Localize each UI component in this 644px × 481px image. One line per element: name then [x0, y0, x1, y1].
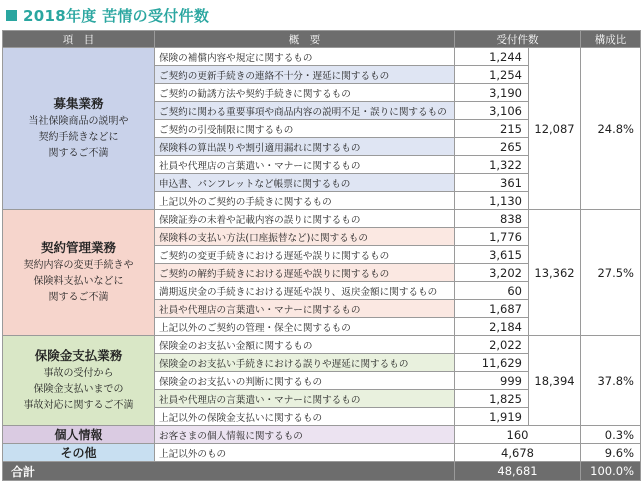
- category-hoken: [3, 336, 155, 426]
- row-count: 999: [455, 372, 529, 390]
- category-other: その他: [3, 444, 155, 462]
- row-count: 11,629: [455, 354, 529, 372]
- row-desc: 保険証券の未着や記載内容の誤りに関するもの: [155, 210, 455, 228]
- category-total: 18,394: [529, 336, 581, 426]
- row-desc: ご契約の更新手続きの連絡不十分・遅延に関するもの: [155, 66, 455, 84]
- row-count: 838: [455, 210, 529, 228]
- category-boshu: [3, 48, 155, 210]
- row-desc: 上記以外のもの: [155, 444, 455, 462]
- total-row: [3, 462, 641, 481]
- category-ratio: 37.8%: [581, 336, 641, 426]
- category-sub: 関するご不満: [48, 147, 109, 159]
- row-desc: ご契約の勧誘方法や契約手続きに関するもの: [155, 84, 455, 102]
- row-desc: 保険金のお支払い手続きにおける誤りや遅延に関するもの: [155, 354, 455, 372]
- category-sub: 契約手続きなどに: [38, 131, 119, 143]
- row-desc: 保険金のお支払い金額に関するもの: [155, 336, 455, 354]
- category-ratio: 27.5%: [581, 210, 641, 336]
- row-count: 1,919: [455, 408, 529, 426]
- row-count: 1,244: [455, 48, 529, 66]
- category-kojin: 個人情報: [3, 426, 155, 444]
- row-desc: お客さまの個人情報に関するもの: [155, 426, 455, 444]
- row-desc: ご契約の解約手続きにおける遅延や誤りに関するもの: [155, 264, 455, 282]
- row-count: 3,106: [455, 102, 529, 120]
- row-ratio: 9.6%: [581, 444, 641, 462]
- row-desc: 満期返戻金の手続きにおける遅延や誤り、返戻金額に関するもの: [155, 282, 455, 300]
- header-ratio: 構成比: [581, 31, 641, 48]
- table-row: [3, 210, 641, 228]
- row-count: 1,825: [455, 390, 529, 408]
- row-desc: 保険料の支払い方法(口座振替など)に関するもの: [155, 228, 455, 246]
- category-name: 募集業務: [53, 95, 104, 111]
- category-keiyaku: [3, 210, 155, 336]
- row-desc: 申込書、パンフレットなど帳票に関するもの: [155, 174, 455, 192]
- row-count: 1,776: [455, 228, 529, 246]
- category-ratio: 24.8%: [581, 48, 641, 210]
- row-count: 2,184: [455, 318, 529, 336]
- title-square-icon: [6, 10, 17, 21]
- row-desc: 上記以外のご契約の手続きに関するもの: [155, 192, 455, 210]
- total-label: 合計: [3, 462, 455, 481]
- row-desc: 保険の補償内容や規定に関するもの: [155, 48, 455, 66]
- row-count: 1,254: [455, 66, 529, 84]
- row-count: 1,687: [455, 300, 529, 318]
- row-count: 4,678: [455, 444, 581, 462]
- table-row: [3, 426, 641, 444]
- row-count: 2,022: [455, 336, 529, 354]
- header-item: 項 目: [3, 31, 155, 48]
- category-sub: 事故対応に関するご不満: [23, 399, 134, 411]
- row-desc: 社員や代理店の言葉遣い・マナーに関するもの: [155, 300, 455, 318]
- row-desc: 保険料の算出誤りや割引適用漏れに関するもの: [155, 138, 455, 156]
- row-count: 160: [455, 426, 581, 444]
- row-desc: 社員や代理店の言葉遣い・マナーに関するもの: [155, 156, 455, 174]
- header-summary: 概 要: [155, 31, 455, 48]
- complaints-table: [2, 30, 641, 481]
- row-count: 3,615: [455, 246, 529, 264]
- category-sub: 当社保険商品の説明や: [28, 115, 129, 127]
- row-count: 215: [455, 120, 529, 138]
- row-count: 265: [455, 138, 529, 156]
- category-sub: 契約内容の変更手続きや: [23, 259, 134, 271]
- row-count: 1,130: [455, 192, 529, 210]
- page-title: [6, 3, 209, 27]
- row-count: 1,322: [455, 156, 529, 174]
- category-sub: 保険料支払いなどに: [33, 275, 124, 287]
- row-desc: 上記以外の保険金支払いに関するもの: [155, 408, 455, 426]
- category-total: 12,087: [529, 48, 581, 210]
- row-count: 3,190: [455, 84, 529, 102]
- table-row: [3, 336, 641, 354]
- table-row: [3, 48, 641, 66]
- row-count: 60: [455, 282, 529, 300]
- category-sub: 事故の受付から: [43, 367, 114, 379]
- row-desc: 社員や代理店の言葉遣い・マナーに関するもの: [155, 390, 455, 408]
- table-row: [3, 444, 641, 462]
- row-count: 3,202: [455, 264, 529, 282]
- row-desc: 保険金のお支払いの判断に関するもの: [155, 372, 455, 390]
- total-ratio: 100.0%: [581, 462, 641, 481]
- category-name: 保険金支払業務: [34, 347, 123, 363]
- header-count: 受付件数: [455, 31, 581, 48]
- row-desc: ご契約の引受制限に関するもの: [155, 120, 455, 138]
- row-count: 361: [455, 174, 529, 192]
- table-header-row: [3, 31, 641, 48]
- category-sub: 関するご不満: [48, 291, 109, 303]
- category-name: 契約管理業務: [40, 239, 116, 255]
- category-sub: 保険金支払いまでの: [33, 383, 124, 395]
- title-text: 2018年度 苦情の受付件数: [23, 6, 210, 25]
- row-desc: ご契約に関わる重要事項や商品内容の説明不足・誤りに関するもの: [155, 102, 455, 120]
- row-desc: 上記以外のご契約の管理・保全に関するもの: [155, 318, 455, 336]
- category-total: 13,362: [529, 210, 581, 336]
- total-count: 48,681: [455, 462, 581, 481]
- row-ratio: 0.3%: [581, 426, 641, 444]
- row-desc: ご契約の変更手続きにおける遅延や誤りに関するもの: [155, 246, 455, 264]
